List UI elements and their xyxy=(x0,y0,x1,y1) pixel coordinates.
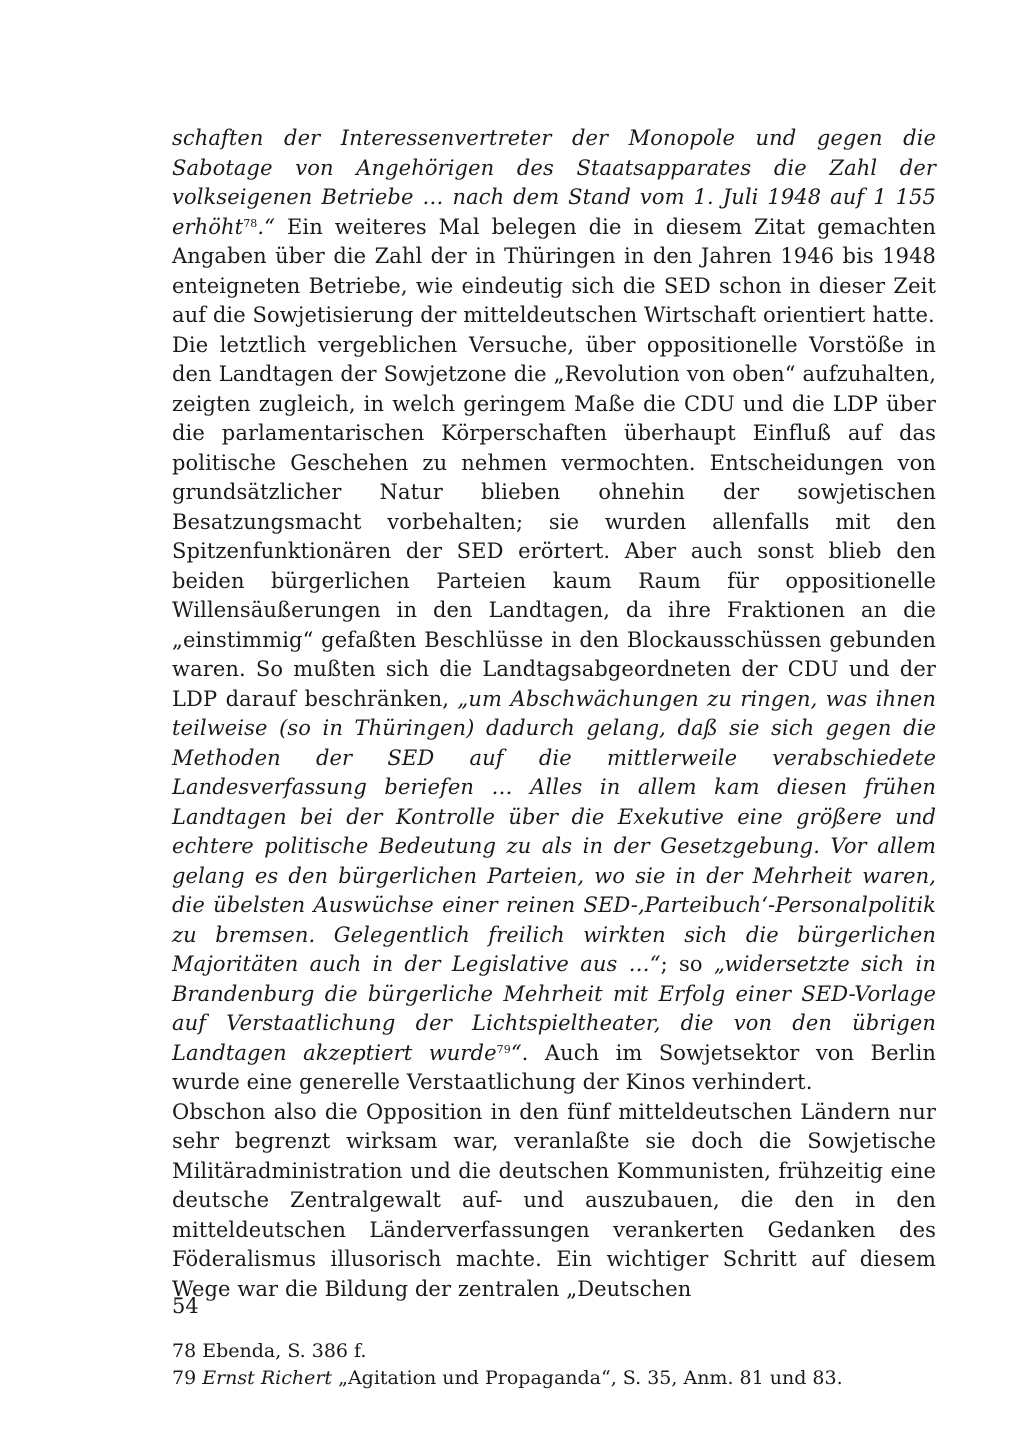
footnotes xyxy=(172,1338,936,1392)
quotation-text: „widersetzte sich in Brandenburg die bürgerliche Mehrheit mit Erfolg einer SED-Vorlage auf Verstaatlichung der Lichtspieltheater, die von den übrigen Landtagen akzeptiert wurde xyxy=(172,952,936,1065)
paragraph-text: . Auch im Sowjetsektor von Berlin wurde eine generelle Verstaatlichung der Kinos verhindert. xyxy=(172,1040,937,1094)
paragraph xyxy=(172,331,936,1098)
footnote-number: 78 xyxy=(172,1340,197,1362)
footnote-text: „Agitation und Propaganda“, S. 35, Anm. 81 und 83. xyxy=(332,1367,843,1389)
body-text xyxy=(172,124,936,1304)
page-content xyxy=(172,124,936,1392)
footnote-ref: 79 xyxy=(496,1042,511,1056)
paragraph-text: Obschon also die Opposition in den fünf mitteldeutschen Ländern nur sehr begrenzt wirksam war, veranlaßte sie doch die Sowjetische Militäradministration und die deutschen Kommunisten, frühzeitig eine deutsche Zentralgewalt auf- und auszubauen, die den in den mitteldeutschen Länderverfassungen verankerten Gedanken des Föderalismus illusorisch machte. Ein wichtiger Schritt auf diesem Wege war die Bildung der zentralen „Deutschen xyxy=(172,1099,936,1301)
footnote xyxy=(172,1365,936,1392)
footnote xyxy=(172,1338,936,1365)
paragraph-text: ; so xyxy=(660,952,714,976)
footnote-ref: 78 xyxy=(243,216,258,230)
quotation-text: .“ xyxy=(257,214,276,239)
quotation-text: schaften der Interessenvertreter der Monopole und gegen die Sabotage von Angehörigen des Staatsapparates die Zahl der volkseigenen Betriebe … nach dem Stand vom 1. Juli 1948 auf 1 155 erhöht xyxy=(172,126,936,239)
footnote-number: 79 xyxy=(172,1367,197,1389)
quotation-text: “ xyxy=(510,1040,522,1065)
paragraph-text: Ein weiteres Mal belegen die in diesem Zitat gemachten Angaben über die Zahl der in Thüringen in den Jahren 1946 bis 1948 enteigneten Betriebe, wie eindeutig sich die SED schon in dieser Zeit auf die Sowjetisierung der mitteldeutschen Wirtschaft orientiert hatte. xyxy=(172,214,936,327)
paragraph xyxy=(172,1098,936,1305)
footnote-text: Ebenda, S. 386 f. xyxy=(202,1340,367,1362)
quotation-text: „um Abschwächungen zu ringen, was ihnen teilweise (so in Thüringen) dadurch gelang, daß sie sich gegen die Methoden der SED auf die mittlerweile verabschiedete Landesverfassung beriefen … Alles in allem kam diesen frühen Landtagen bei der Kontrolle über die Exekutive eine größere und echtere politische Bedeutung zu als in der Gesetzgebung. Vor allem gelang es den bürgerlichen Parteien, wo sie in der Mehrheit waren, die übelsten Auswüchse einer reinen SED-‚Parteibuch‘-Personalpolitik zu bremsen. Gelegentlich freilich wirkten sich die bürgerlichen Majoritäten auch in der Legislative aus …“ xyxy=(172,686,936,976)
paragraph-text: Die letztlich vergeblichen Versuche, über oppositionelle Vorstöße in den Landtagen der Sowjetzone die „Revolution von oben“ aufzuhalten, zeigten zugleich, in welch geringem Maße die CDU und die LDP über die parlamentarischen Körperschaften überhaupt Einfluß auf das politische Geschehen zu nehmen vermochten. Entscheidungen von grundsätzlicher Natur blieben ohnehin der sowjetischen Besatzungsmacht vorbehalten; sie wurden allenfalls mit den Spitzenfunktionären der SED erörtert. Aber auch sonst blieb den beiden bürgerlichen Parteien kaum Raum für oppositionelle Willensäußerungen in den Landtagen, da ihre Fraktionen an die „einstimmig“ gefaßten Beschlüsse in den Blockausschüssen gebunden waren. So mußten sich die Landtagsabgeordneten der CDU und der LDP darauf beschränken, xyxy=(172,332,936,711)
paragraph xyxy=(172,124,936,331)
footnote-author: Ernst Richert xyxy=(202,1367,333,1389)
page-number: 54 xyxy=(172,1294,199,1318)
